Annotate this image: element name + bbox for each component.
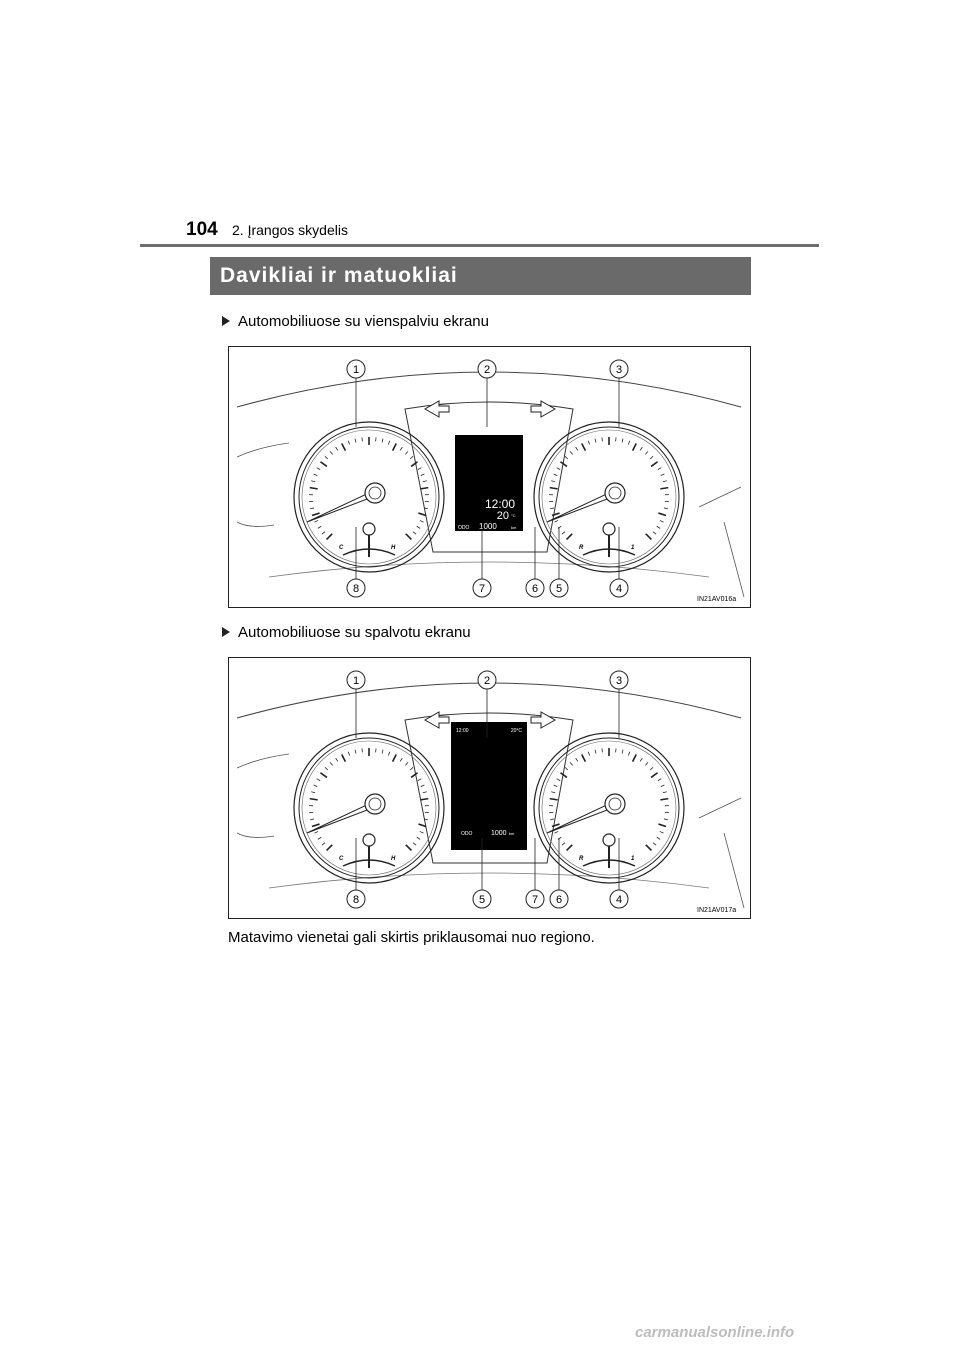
- cluster-drawing: [237, 372, 744, 597]
- gauge-tick: [311, 792, 315, 793]
- gauge-tick: [418, 779, 421, 781]
- display-odo-unit: km: [509, 831, 515, 836]
- gauge-tick: [622, 750, 623, 754]
- needle-hub: [605, 794, 625, 814]
- callout-number: 7: [478, 583, 486, 595]
- callout-number: 3: [615, 364, 623, 376]
- gauge-tick: [310, 819, 314, 820]
- bullet-label: Automobiliuose su spalvotu ekranu: [238, 624, 471, 641]
- callout-number: 5: [555, 583, 563, 595]
- gauge-tick: [567, 534, 573, 540]
- gauge-tick: [650, 767, 653, 770]
- page-number: 104: [186, 219, 218, 240]
- gauge-tick: [420, 831, 424, 833]
- gauge-tick: [567, 845, 573, 851]
- callout-number: 8: [352, 894, 360, 906]
- gauge-tick: [336, 758, 338, 761]
- gauge-tick: [576, 447, 578, 450]
- gauge-tick: [406, 534, 412, 540]
- gauge-tick: [595, 750, 596, 754]
- subgauge-label-left: C: [339, 856, 344, 862]
- gauge-tick: [582, 755, 586, 762]
- subgauge-label-left: R: [579, 856, 584, 862]
- gauge-tick: [653, 843, 656, 845]
- callout-number: 1: [352, 364, 360, 376]
- gauge-tick: [314, 474, 318, 476]
- gauge-tick: [405, 451, 408, 454]
- subgauge-hub: [363, 834, 375, 846]
- subgauge-label-left: C: [339, 545, 344, 551]
- gauge-tick: [660, 488, 668, 489]
- display-temp-unit: °C: [511, 513, 516, 518]
- gauge-tick: [551, 481, 555, 482]
- gauge-tick: [557, 468, 560, 470]
- gauge-tick: [588, 752, 589, 756]
- section-banner: [210, 257, 751, 295]
- gauge-tick: [327, 845, 333, 851]
- gauge-tick: [315, 520, 319, 522]
- gauge-tick: [318, 837, 321, 839]
- callout-number: 4: [615, 894, 623, 906]
- gauge-tick: [421, 785, 425, 787]
- gauge-tick: [565, 767, 568, 770]
- gauge-tick: [565, 456, 568, 459]
- gauge-tick: [418, 468, 421, 470]
- gauge-tick: [576, 758, 578, 761]
- subgauge-hub: [603, 523, 615, 535]
- display-temp: 20: [496, 510, 509, 522]
- callout-number: 2: [483, 364, 491, 376]
- gauge-tick: [555, 831, 559, 833]
- subgauge-label-right: 1: [631, 856, 635, 862]
- gauge-tick: [663, 481, 667, 482]
- display-clock: 12:00: [484, 497, 515, 511]
- display-odo-value: 1000: [479, 522, 497, 531]
- gauge-tick: [420, 799, 428, 800]
- gauge-tick: [551, 792, 555, 793]
- needle-hub: [605, 483, 625, 503]
- gauge-tick: [650, 456, 653, 459]
- gauge-tick: [645, 451, 648, 454]
- gauge-tick: [651, 462, 657, 467]
- section-title: Davikliai ir matuokliai: [220, 264, 458, 287]
- bullet-monochrome: [222, 313, 489, 330]
- gauge-tick: [660, 831, 664, 833]
- callout-number: 4: [615, 583, 623, 595]
- gauge-tick: [554, 474, 558, 476]
- gauge-tick: [317, 779, 320, 781]
- right-turn-arrow-icon: [531, 712, 555, 728]
- gauge-tick: [664, 508, 668, 509]
- gauge-tick: [661, 474, 665, 476]
- dashboard-left-curve: [237, 833, 274, 837]
- figure-monochrome-cluster: [228, 346, 751, 608]
- gauge-tick: [320, 462, 326, 467]
- display-clock: 12:00: [456, 728, 469, 734]
- image-code: IN21AV017a: [697, 907, 737, 914]
- bullet-label: Automobiliuose su vienspalviu ekranu: [238, 313, 489, 330]
- callout-number: 6: [531, 583, 539, 595]
- dashboard-right-edge: [699, 487, 741, 507]
- gauge-tick: [413, 843, 416, 845]
- gauge-tick: [646, 534, 652, 540]
- figure-color-cluster: [228, 657, 751, 919]
- subgauge-hub: [363, 523, 375, 535]
- gauge-tick: [423, 792, 427, 793]
- gauge-tick: [418, 824, 426, 826]
- gauge-tick: [562, 843, 565, 845]
- gauge-tick: [588, 441, 589, 445]
- callout-number: 2: [483, 675, 491, 687]
- gauge-tick: [640, 447, 642, 450]
- watermark: carmanualsonline.info: [635, 1324, 795, 1341]
- gauge-tick: [330, 451, 333, 454]
- gauge-tick: [558, 837, 561, 839]
- gauge-tick: [325, 456, 328, 459]
- gauge-tick: [552, 824, 560, 826]
- gauge-tick: [310, 488, 318, 489]
- callout-number: 8: [352, 583, 360, 595]
- gauge-tick: [325, 767, 328, 770]
- right-turn-arrow-icon: [531, 401, 555, 417]
- gauge-tick: [628, 441, 629, 445]
- gauge-tick: [552, 513, 560, 515]
- gauge-tick: [355, 750, 356, 754]
- gauge-tick: [314, 785, 318, 787]
- gauge-tick: [342, 444, 346, 451]
- dashboard-right-line: [724, 833, 744, 908]
- gauge-tick: [348, 441, 349, 445]
- gauge-tick: [640, 758, 642, 761]
- gauge-tick: [582, 444, 586, 451]
- display-odo-label: ODO: [458, 525, 470, 531]
- dashboard-left-line: [237, 754, 289, 768]
- gauge-tick: [660, 520, 664, 522]
- needle-hub: [365, 483, 385, 503]
- gauge-tick: [660, 799, 668, 800]
- needle-hub: [365, 794, 385, 814]
- gauge-tick: [417, 526, 420, 528]
- gauge-tick: [400, 447, 402, 450]
- bullet-arrow-icon: [222, 316, 230, 326]
- display-odo-label: ODO: [461, 831, 473, 837]
- dashboard-right-line: [724, 522, 744, 597]
- gauge-tick: [320, 773, 326, 778]
- subgauge-label-left: R: [579, 545, 584, 551]
- gauge-tick: [554, 785, 558, 787]
- subgauge-label-right: H: [391, 545, 396, 551]
- gauge-tick: [664, 819, 668, 820]
- gauge-tick: [421, 474, 425, 476]
- gauge-tick: [312, 513, 320, 515]
- image-code: IN21AV016a: [697, 596, 737, 603]
- gauge-tick: [558, 526, 561, 528]
- gauge-tick: [388, 441, 389, 445]
- gauge-tick: [318, 526, 321, 528]
- header-rule: [140, 244, 819, 247]
- gauge-tick: [413, 532, 416, 534]
- gauge-tick: [550, 488, 558, 489]
- gauge-tick: [570, 762, 573, 765]
- gauge-tick: [562, 532, 565, 534]
- callout-number: 5: [478, 894, 486, 906]
- gauge-tick: [311, 481, 315, 482]
- gauge-tick: [310, 508, 314, 509]
- gauge-tick: [657, 837, 660, 839]
- gauge-tick: [570, 451, 573, 454]
- gauge-tick: [310, 799, 318, 800]
- gauge-tick: [658, 513, 666, 515]
- gauge-tick: [651, 773, 657, 778]
- gauge-tick: [420, 520, 424, 522]
- gauge-tick: [410, 767, 413, 770]
- gauge-tick: [382, 439, 383, 443]
- gauge-tick: [410, 456, 413, 459]
- display-temp: 20°C: [510, 728, 522, 734]
- gauge-tick: [327, 534, 333, 540]
- gauge-tick: [406, 845, 412, 851]
- gauge-tick: [557, 779, 560, 781]
- gauge-tick: [658, 779, 661, 781]
- bullet-color: [222, 624, 471, 641]
- gauge-tick: [322, 843, 325, 845]
- section-path: 2. Įrangos skydelis: [232, 222, 348, 238]
- subgauge-label-right: H: [391, 856, 396, 862]
- gauge-tick: [393, 444, 397, 451]
- gauge-tick: [555, 520, 559, 522]
- gauge-tick: [382, 750, 383, 754]
- bullet-arrow-icon: [222, 627, 230, 637]
- gauge-tick: [417, 837, 420, 839]
- units-caption: Matavimo vienetai gali skirtis priklausomai nuo regiono.: [228, 929, 595, 946]
- gauge-tick: [663, 792, 667, 793]
- gauge-tick: [317, 468, 320, 470]
- gauge-tick: [628, 752, 629, 756]
- gauge-tick: [388, 752, 389, 756]
- gauge-tick: [550, 508, 554, 509]
- subgauge-hub: [603, 834, 615, 846]
- gauge-tick: [393, 755, 397, 762]
- gauge-tick: [405, 762, 408, 765]
- gauge-tick: [400, 758, 402, 761]
- callout-number: 1: [352, 675, 360, 687]
- gauge-tick: [550, 799, 558, 800]
- cluster-drawing: [237, 683, 744, 908]
- gauge-tick: [423, 481, 427, 482]
- gauge-tick: [355, 439, 356, 443]
- callout-number: 3: [615, 675, 623, 687]
- gauge-tick: [657, 526, 660, 528]
- gauge-tick: [420, 488, 428, 489]
- gauge-tick: [661, 785, 665, 787]
- gauge-tick: [622, 439, 623, 443]
- gauge-tick: [322, 532, 325, 534]
- gauge-tick: [653, 532, 656, 534]
- gauge-tick: [595, 439, 596, 443]
- gauge-tick: [633, 444, 637, 451]
- gauge-tick: [550, 819, 554, 820]
- gauge-tick: [633, 755, 637, 762]
- gauge-tick: [418, 513, 426, 515]
- dashboard-left-curve: [237, 522, 274, 526]
- dashboard-right-edge: [699, 798, 741, 818]
- gauge-tick: [336, 447, 338, 450]
- dashboard-left-line: [237, 443, 289, 457]
- gauge-tick: [658, 468, 661, 470]
- gauge-tick: [342, 755, 346, 762]
- gauge-tick: [348, 752, 349, 756]
- gauge-tick: [645, 762, 648, 765]
- callout-number: 7: [531, 894, 539, 906]
- subgauge-label-right: 1: [631, 545, 635, 551]
- gauge-tick: [658, 824, 666, 826]
- callout-number: 6: [555, 894, 563, 906]
- gauge-tick: [315, 831, 319, 833]
- gauge-tick: [330, 762, 333, 765]
- display-odo-unit: km: [511, 525, 517, 530]
- display-odo-value: 1000: [491, 830, 507, 837]
- gauge-tick: [312, 824, 320, 826]
- gauge-tick: [646, 845, 652, 851]
